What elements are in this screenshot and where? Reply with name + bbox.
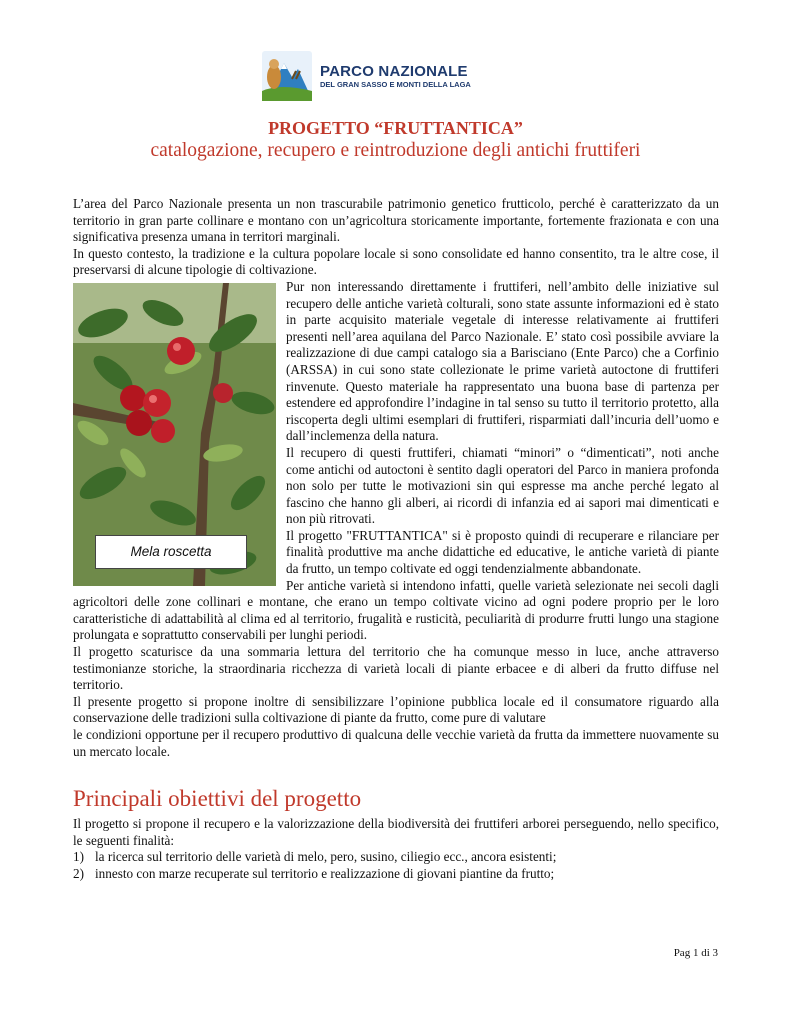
- list-item-number: 2): [73, 865, 84, 881]
- logo-subtitle: DEL GRAN SASSO E MONTI DELLA LAGA: [320, 80, 471, 89]
- objectives-intro: Il progetto si propone il recupero e la valorizzazione della biodiversità dei fruttiferi arborei perseguendo, nello specifico, le seguenti finalità:: [73, 816, 719, 848]
- body-paragraph-3: Il progetto "FRUTTANTICA" si è proposto quindi di recuperare e rilanciare per finalità produttive ma anche didattiche ed educative, le antiche varietà di piante da frutto, un tempo coltivate ed oggi tendenzialmente abbandonate.: [286, 527, 719, 577]
- intro-paragraph-2: In questo contesto, la tradizione e la cultura popolare locale si sono consolidate ed hanno consentito, tra le altre cose, il preservarsi di alcune tipologie di coltivazione.: [73, 245, 719, 278]
- page-number: Pag 1 di 3: [673, 947, 718, 959]
- body-paragraph-2: Il recupero di questi fruttiferi, chiamati “minori” o “dimenticati”, noti anche come antichi od autoctoni è sentito dagli operatori del Parco in maniera profonda non solo per tutte le motivazioni sin qui espresse ma anche perché legato al fascino che hanno gli alberi, ai ricordi di infanzia ed ai sapori mai dimenticati e non più ritrovati.: [286, 444, 719, 527]
- logo-title: PARCO NAZIONALE: [320, 63, 468, 80]
- list-item: [73, 849, 719, 866]
- objectives-heading: Principali obiettivi del progetto: [73, 786, 362, 812]
- park-logo-icon: [262, 51, 312, 101]
- figure-caption: Mela roscetta: [95, 535, 247, 569]
- body-paragraph-6: Il presente progetto si propone inoltre di sensibilizzare l’opinione pubblica locale ed il consumatore riguardo alla conservazione delle tradizioni sulla coltivazione di piante da frutto, come pure di valutare: [73, 693, 719, 726]
- document-subtitle: catalogazione, recupero e reintroduzione degli antichi fruttiferi: [150, 140, 641, 161]
- park-logo: [262, 50, 482, 102]
- list-item-number: 1): [73, 849, 84, 865]
- list-item-text: la ricerca sul territorio delle varietà di melo, pero, susino, ciliegio ecc., ancora esistenti;: [95, 849, 557, 865]
- list-item: [73, 866, 719, 883]
- objectives-list: [73, 849, 719, 882]
- body-paragraph-7: le condizioni opportune per il recupero produttivo di qualcuna delle vecchie varietà da frutta da immettere nuovamente su un mercato locale.: [73, 727, 719, 759]
- document-title: PROGETTO “FRUTTANTICA”: [268, 118, 523, 138]
- body-paragraph-1: Pur non interessando direttamente i fruttiferi, nell’ambito delle iniziative sul recupero delle antiche varietà colturali, sono state assunte informazioni ed è stato in parte acquisito materiale vegetale di interesse relativamente ai fruttiferi presenti nell’area aquilana del Parco Nazionale. E’ stato così possibile avviare la realizzazione di due campi catalogo sia a Barisciano (Ente Parco) che a Corfinio (ARSSA) in cui sono state collezionate le prime varietà autoctone di fruttiferi rinvenute. Questo materiale ha rappresentato una buona base di partenza per estendere ed approfondire l’indagine in tal senso su tutto il territorio protetto, alla riscoperta degli ultimi esemplari di fruttiferi, risparmiati dall’incuria dell’uomo e dall’inclemenza della natura.: [286, 278, 719, 444]
- body-paragraph-5: Il progetto scaturisce da una sommaria lettura del territorio che ha comunque messo in luce, anche attraverso testimonianze storiche, la straordinaria ricchezza di varietà locali di piante erbacee e di alberi da frutto diffuse nel territorio.: [73, 644, 719, 693]
- list-item-text: innesto con marze recuperate sul territorio e realizzazione di giovani piantine da frutto;: [95, 865, 555, 881]
- apple-tree-figure: [73, 283, 276, 586]
- body-paragraph-4: Per antiche varietà si intendono infatti, quelle varietà selezionate nei secoli dagli agricoltori delle zone collinari e montane, che erano un tempo coltivate vicino ad ogni podere proprio per le loro caratteristiche di adattabilità al clima ed al territorio, frugalità e rusticità, peculiarità di produrre frutti lungo una stagione prolungata e soprattutto conservabili per lunghi periodi.: [73, 577, 719, 643]
- intro-paragraph-1: L’area del Parco Nazionale presenta un non trascurabile patrimonio genetico frutticolo, perché è caratterizzato da un territorio in gran parte collinare e montano con un’agricoltura storicamente importante, fortemente frazionata e con una significativa presenza umana in territori marginali.: [73, 196, 719, 245]
- main-content: [73, 196, 719, 883]
